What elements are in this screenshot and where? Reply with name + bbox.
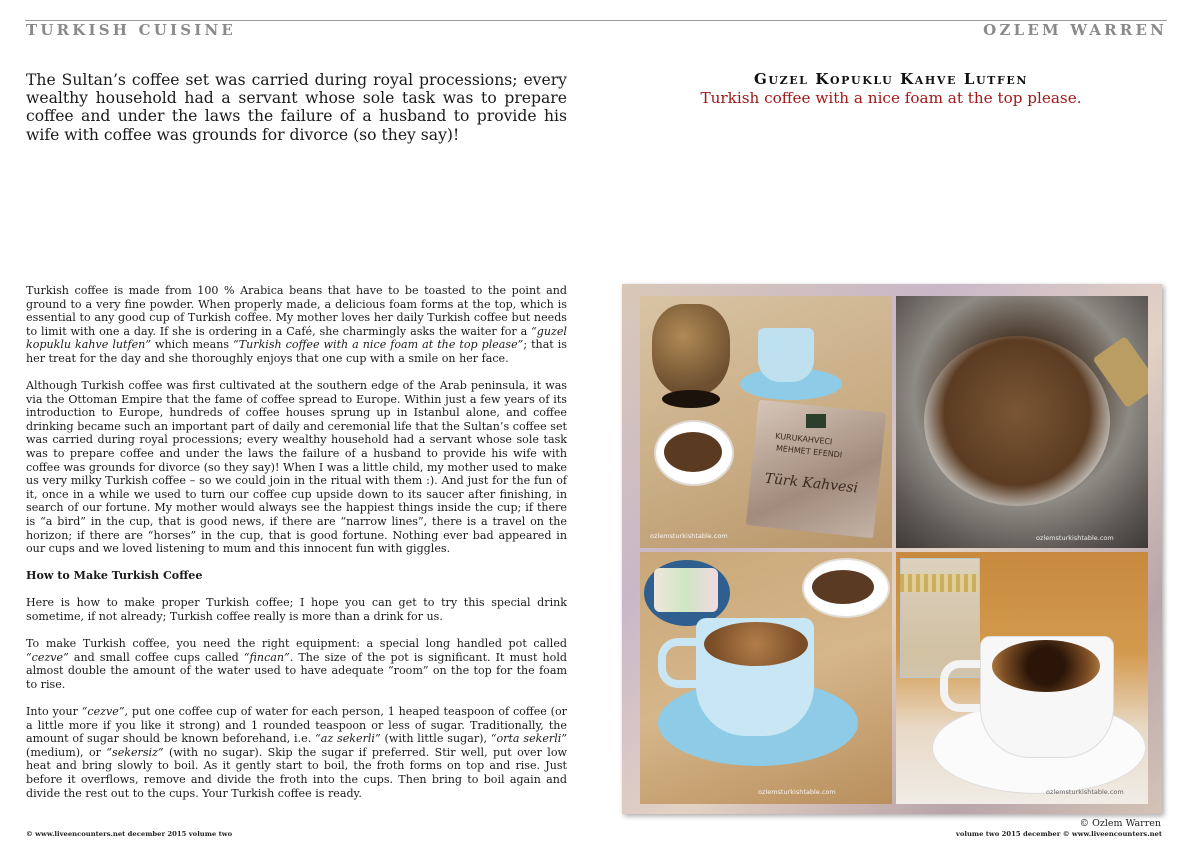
section-title: TURKISH CUISINE bbox=[26, 21, 237, 39]
watermark: ozlemsturkishtable.com bbox=[650, 532, 728, 540]
photo-finished-cup bbox=[896, 552, 1148, 804]
coffee-grounds bbox=[992, 640, 1100, 692]
article-body bbox=[26, 284, 567, 814]
section-heading: How to Make Turkish Coffee bbox=[26, 569, 203, 583]
watermark: ozlemsturkishtable.com bbox=[1046, 788, 1124, 796]
paragraph: Here is how to make proper Turkish coffee; I hope you can get to try this special drink sometime, if not already; Turkish coffee really is more than a drink for us. bbox=[26, 596, 567, 623]
phrase-translation: Turkish coffee with a nice foam at the top please. bbox=[700, 89, 1082, 107]
photo-credit: © Ozlem Warren bbox=[1079, 818, 1161, 829]
coffee-pack: KURUKAHVECI MEHMET EFENDI Türk Kahvesi bbox=[746, 400, 886, 539]
paragraph: Into your “cezve”, put one coffee cup of water for each person, 1 heaped teaspoon of coffee (or a little more if you like it strong) and 1 rounded teaspoon or less of sugar. Traditionally, the amount of sugar should be known beforehand, i.e. “az sekerli” (with little sugar), “orta sekerli” (medium), or “sekersiz” (with no sugar). Skip the sugar if preferred. Stir well, put over low heat and bring slowly to boil. As it gently start to boil, the froth forms on top and rise. Just before it overflows, remove and divide the froth into the cups. Then bring to boil again and divide the rest out to the cups. Your Turkish coffee is ready. bbox=[26, 704, 567, 800]
cezve-pot bbox=[652, 304, 730, 396]
footer-left: © www.liveencounters.net december 2015 volume two bbox=[26, 830, 233, 838]
photo-served-coffee bbox=[640, 552, 892, 804]
author-name: OZLEM WARREN bbox=[983, 21, 1167, 39]
photo-collage bbox=[622, 284, 1162, 814]
photo-coffee-ingredients bbox=[640, 296, 892, 548]
phrase-box bbox=[620, 70, 1162, 107]
watermark: ozlemsturkishtable.com bbox=[1036, 534, 1114, 542]
footer-right: volume two 2015 december © www.liveencounters.net bbox=[955, 830, 1162, 838]
paragraph: Turkish coffee is made from 100 % Arabica beans that have to be toasted to the point and ground to a very fine powder. When properly made, a delicious foam forms at the top, which is essential to any good cup of Turkish coffee. My mother loves her daily Turkish coffee but needs to limit with one a day. If she is ordering in a Café, she charmingly asks the waiter for a “guzel kopuklu kahve lutfen” which means “Turkish coffee with a nice foam at the top please”; that is her treat for the day and she thoroughly enjoys that one cup with a smile on her face. bbox=[26, 284, 567, 365]
pull-quote: The Sultan’s coffee set was carried during royal processions; every wealthy household had a servant whose sole task was to prepare coffee and under the laws the failure of a husband to provide his wife with coffee was grounds for divorce (so they say)! bbox=[26, 71, 567, 144]
paragraph: To make Turkish coffee, you need the right equipment: a special long handled pot called “cezve” and small coffee cups called “fincan”. The size of the pot is significant. It must hold almost double the amount of the water used to have adequate “room” on the top for the foam to rise. bbox=[26, 637, 567, 691]
photo-brewing-pot bbox=[896, 296, 1148, 548]
watermark: ozlemsturkishtable.com bbox=[758, 788, 836, 796]
paragraph: Although Turkish coffee was first cultivated at the southern edge of the Arab peninsula, it was via the Ottoman Empire that the fame of coffee spread to Europe. Within just a few years of its introduction to Europe, hundreds of coffee houses sprung up in Istanbul alone, and coffee drinking became such an important part of daily and ceremonial life that the Sultan’s coffee set was carried during royal processions; every wealthy household had a servant whose sole task was to prepare coffee and under the laws the failure of a husband to provide his wife with coffee was grounds for divorce (so they say)! When I was a little child, my mother used to make us very milky Turkish coffee – so we could join in the ritual with them :). And just for the fun of it, once in a while we used to turn our coffee cup upside down to its saucer after finishing, in search of our fortune. My mother would always see the happiest things inside the cup; if there is “a bird” in the cup, that is good news, if there are “narrow lines”, there is a travel on the horizon; if there are “horses” in the cup, that is good fortune. Nothing ever bad appeared in our cups and we loved listening to mum and this innocent fun with giggles. bbox=[26, 379, 567, 556]
coffee-foam bbox=[704, 622, 808, 666]
coffee-cup bbox=[758, 328, 814, 382]
phrase-title: Guzel Kopuklu Kahve Lutfen bbox=[753, 70, 1029, 88]
brand-logo bbox=[806, 414, 826, 428]
cezve-brewing bbox=[924, 336, 1110, 506]
